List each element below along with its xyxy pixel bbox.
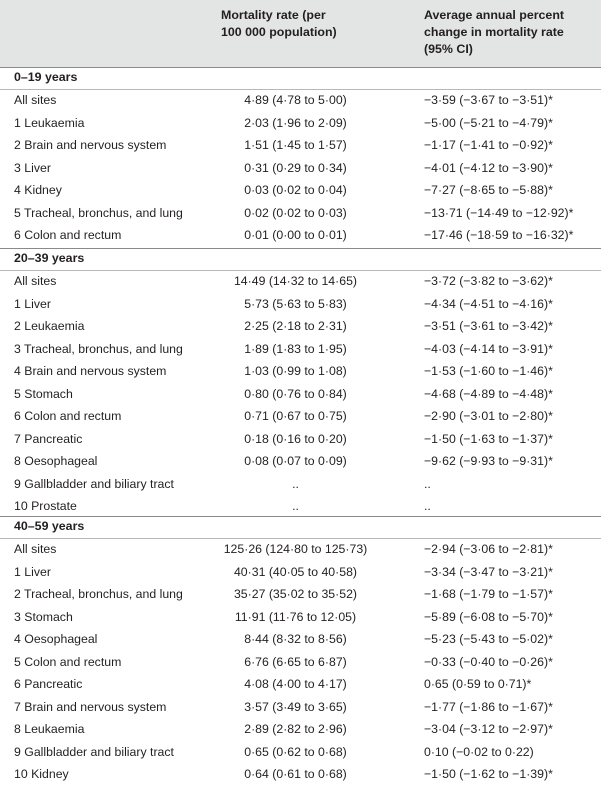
percent-change-cell: 0·65 (0·59 to 0·71)*: [424, 677, 532, 691]
table-row: [0, 384, 601, 406]
percent-change-cell: −5·00 (−5·21 to −4·79)*: [424, 115, 553, 130]
percent-change-cell: ..: [424, 476, 431, 491]
cancer-site-label: 5 Tracheal, bronchus, and lung: [14, 205, 183, 220]
percent-change-cell: −4·01 (−4·12 to −3·90)*: [424, 160, 553, 175]
cancer-site-label: 8 Leukaemia: [14, 722, 85, 736]
section-heading: [0, 516, 601, 538]
cancer-site-label: 1 Liver: [14, 564, 51, 579]
cancer-site-label: All sites: [14, 274, 57, 288]
percent-change-cell: 0·10 (−0·02 to 0·22): [424, 744, 534, 759]
mortality-rate-cell: 0·03 (0·02 to 0·04): [244, 183, 347, 197]
table-header: [0, 0, 601, 67]
table-row: [0, 496, 601, 518]
cancer-site-label: 8 Oesophageal: [14, 454, 98, 468]
table-row: [0, 764, 601, 786]
cancer-site-label: All sites: [14, 542, 57, 556]
cancer-site-label: 10 Kidney: [14, 767, 69, 781]
percent-change-cell: −3·51 (−3·61 to −3·42)*: [424, 319, 553, 333]
mortality-rate-cell: 4·89 (4·78 to 5·00): [244, 93, 347, 107]
percent-change-cell: −1·77 (−1·86 to −1·67)*: [424, 699, 553, 714]
cancer-site-label: 6 Colon and rectum: [14, 409, 122, 423]
mortality-rate-cell: 1·03 (0·99 to 1·08): [244, 364, 347, 378]
mortality-rate-cell: ..: [292, 476, 299, 491]
cancer-site-label: 6 Pancreatic: [14, 677, 83, 691]
table-row: [0, 451, 601, 473]
cancer-site-label: 4 Kidney: [14, 183, 62, 197]
mortality-rate-cell: 1·51 (1·45 to 1·57): [244, 138, 347, 152]
table-row: [0, 158, 601, 180]
cancer-site-label: 3 Stomach: [14, 609, 73, 624]
cancer-site-label: 2 Leukaemia: [14, 319, 85, 333]
table-row: [0, 607, 601, 629]
percent-change-cell: −0·33 (−0·40 to −0·26)*: [424, 654, 553, 669]
mortality-rate-cell: 0·02 (0·02 to 0·03): [244, 205, 347, 220]
cancer-site-label: 1 Liver: [14, 296, 51, 311]
table-row: [0, 697, 601, 719]
mortality-rate-cell: 40·31 (40·05 to 40·58): [233, 564, 358, 579]
percent-change-cell: −1·17 (−1·41 to −0·92)*: [424, 138, 553, 152]
table-row: [0, 652, 601, 674]
table-row: [0, 135, 601, 157]
cancer-site-label: 5 Stomach: [14, 386, 73, 401]
cancer-site-label: 10 Prostate: [14, 499, 77, 513]
cancer-site-label: 7 Pancreatic: [14, 431, 83, 446]
percent-change-cell: −1·50 (−1·63 to −1·37)*: [424, 431, 553, 446]
mortality-rate-cell: 4·08 (4·00 to 4·17): [244, 677, 347, 691]
percent-change-cell: −2·90 (−3·01 to −2·80)*: [424, 409, 553, 423]
table-row: [0, 429, 601, 451]
mortality-rate-cell: 0·08 (0·07 to 0·09): [244, 454, 347, 468]
table-row: [0, 90, 601, 112]
mortality-rate-cell: 14·49 (14·32 to 14·65): [233, 274, 358, 288]
cancer-site-label: 3 Tracheal, bronchus, and lung: [14, 341, 183, 356]
mortality-rate-cell: 2·03 (1·96 to 2·09): [244, 115, 347, 130]
header-line: 100 000 population): [221, 25, 337, 39]
header-mortality-rate: [221, 7, 386, 41]
cancer-site-label: 2 Brain and nervous system: [14, 138, 167, 152]
section-title: 0–19 years: [14, 70, 78, 84]
table-row: [0, 584, 601, 606]
mortality-rate-cell: 11·91 (11·76 to 12·05): [234, 609, 357, 624]
table-row: [0, 180, 601, 202]
percent-change-cell: −3·04 (−3·12 to −2·97)*: [424, 722, 553, 736]
mortality-rate-cell: 0·65 (0·62 to 0·68): [244, 744, 347, 759]
cancer-site-label: 5 Colon and rectum: [14, 654, 122, 669]
percent-change-cell: −2·94 (−3·06 to −2·81)*: [424, 542, 553, 556]
header-line: Mortality rate (per: [221, 8, 326, 22]
table-row: [0, 719, 601, 741]
header-line: Average annual percent: [424, 8, 565, 22]
table-row: [0, 294, 601, 316]
percent-change-cell: −4·68 (−4·89 to −4·48)*: [424, 386, 553, 401]
section-title: 40–59 years: [14, 519, 85, 533]
cancer-site-label: 9 Gallbladder and biliary tract: [14, 744, 174, 759]
cancer-site-label: 1 Leukaemia: [14, 115, 85, 130]
percent-change-cell: −3·34 (−3·47 to −3·21)*: [424, 564, 553, 579]
table-row: [0, 674, 601, 696]
mortality-rate-cell: 0·01 (0·00 to 0·01): [244, 228, 347, 242]
table-row: [0, 474, 601, 496]
cancer-site-label: 4 Brain and nervous system: [14, 364, 167, 378]
mortality-rate-cell: 35·27 (35·02 to 35·52): [233, 587, 358, 601]
table-row: [0, 203, 601, 225]
percent-change-cell: −1·68 (−1·79 to −1·57)*: [424, 587, 553, 601]
table-row: [0, 316, 601, 338]
table-row: [0, 271, 601, 293]
table-row: [0, 562, 601, 584]
mortality-rate-cell: 0·64 (0·61 to 0·68): [244, 767, 347, 781]
header-line: change in mortality rate: [424, 25, 564, 39]
percent-change-cell: −4·34 (−4·51 to −4·16)*: [424, 296, 553, 311]
table-row: [0, 339, 601, 361]
mortality-rate-cell: 0·31 (0·29 to 0·34): [244, 160, 347, 175]
percent-change-cell: −7·27 (−8·65 to −5·88)*: [424, 183, 553, 197]
percent-change-cell: −1·53 (−1·60 to −1·46)*: [424, 364, 553, 378]
percent-change-cell: −13·71 (−14·49 to −12·92)*: [424, 205, 574, 220]
table-row: [0, 113, 601, 135]
cancer-site-label: All sites: [14, 93, 57, 107]
cancer-site-label: 6 Colon and rectum: [14, 228, 122, 242]
percent-change-cell: −5·23 (−5·43 to −5·02)*: [424, 632, 553, 646]
mortality-rate-cell: 125·26 (124·80 to 125·73): [223, 542, 368, 556]
percent-change-cell: −3·72 (−3·82 to −3·62)*: [424, 274, 553, 288]
header-line: (95% CI): [424, 42, 473, 56]
percent-change-cell: ..: [424, 499, 431, 513]
percent-change-cell: −4·03 (−4·14 to −3·91)*: [424, 341, 553, 356]
table-row: [0, 406, 601, 428]
cancer-site-label: 3 Liver: [14, 160, 51, 175]
mortality-rate-cell: 2·89 (2·82 to 2·96): [244, 722, 347, 736]
section-heading: [0, 67, 601, 89]
table-row: [0, 225, 601, 247]
cancer-site-label: 2 Tracheal, bronchus, and lung: [14, 587, 183, 601]
cancer-site-label: 9 Gallbladder and biliary tract: [14, 476, 174, 491]
mortality-rate-cell: 3·57 (3·49 to 3·65): [244, 699, 347, 714]
percent-change-cell: −5·89 (−6·08 to −5·70)*: [424, 609, 553, 624]
table-row: [0, 629, 601, 651]
mortality-rate-cell: ..: [292, 499, 299, 513]
percent-change-cell: −3·59 (−3·67 to −3·51)*: [424, 93, 553, 107]
mortality-rate-cell: 8·44 (8·32 to 8·56): [244, 632, 347, 646]
table-row: [0, 742, 601, 764]
mortality-rate-cell: 6·76 (6·65 to 6·87): [244, 654, 347, 669]
mortality-rate-cell: 1·89 (1·83 to 1·95): [244, 341, 347, 356]
mortality-rate-cell: 5·73 (5·63 to 5·83): [244, 296, 347, 311]
table-row: [0, 361, 601, 383]
cancer-site-label: 7 Brain and nervous system: [14, 699, 167, 714]
mortality-rate-cell: 0·71 (0·67 to 0·75): [244, 409, 347, 423]
mortality-rate-cell: 0·18 (0·16 to 0·20): [244, 431, 347, 446]
section-title: 20–39 years: [14, 251, 85, 265]
cancer-site-label: 4 Oesophageal: [14, 632, 98, 646]
mortality-rate-cell: 2·25 (2·18 to 2·31): [244, 319, 347, 333]
table-row: [0, 539, 601, 561]
section-heading: [0, 248, 601, 270]
header-percent-change: [424, 7, 594, 58]
percent-change-cell: −9·62 (−9·93 to −9·31)*: [424, 454, 553, 468]
percent-change-cell: −1·50 (−1·62 to −1·39)*: [424, 767, 553, 781]
mortality-rate-cell: 0·80 (0·76 to 0·84): [244, 386, 347, 401]
percent-change-cell: −17·46 (−18·59 to −16·32)*: [424, 228, 574, 242]
